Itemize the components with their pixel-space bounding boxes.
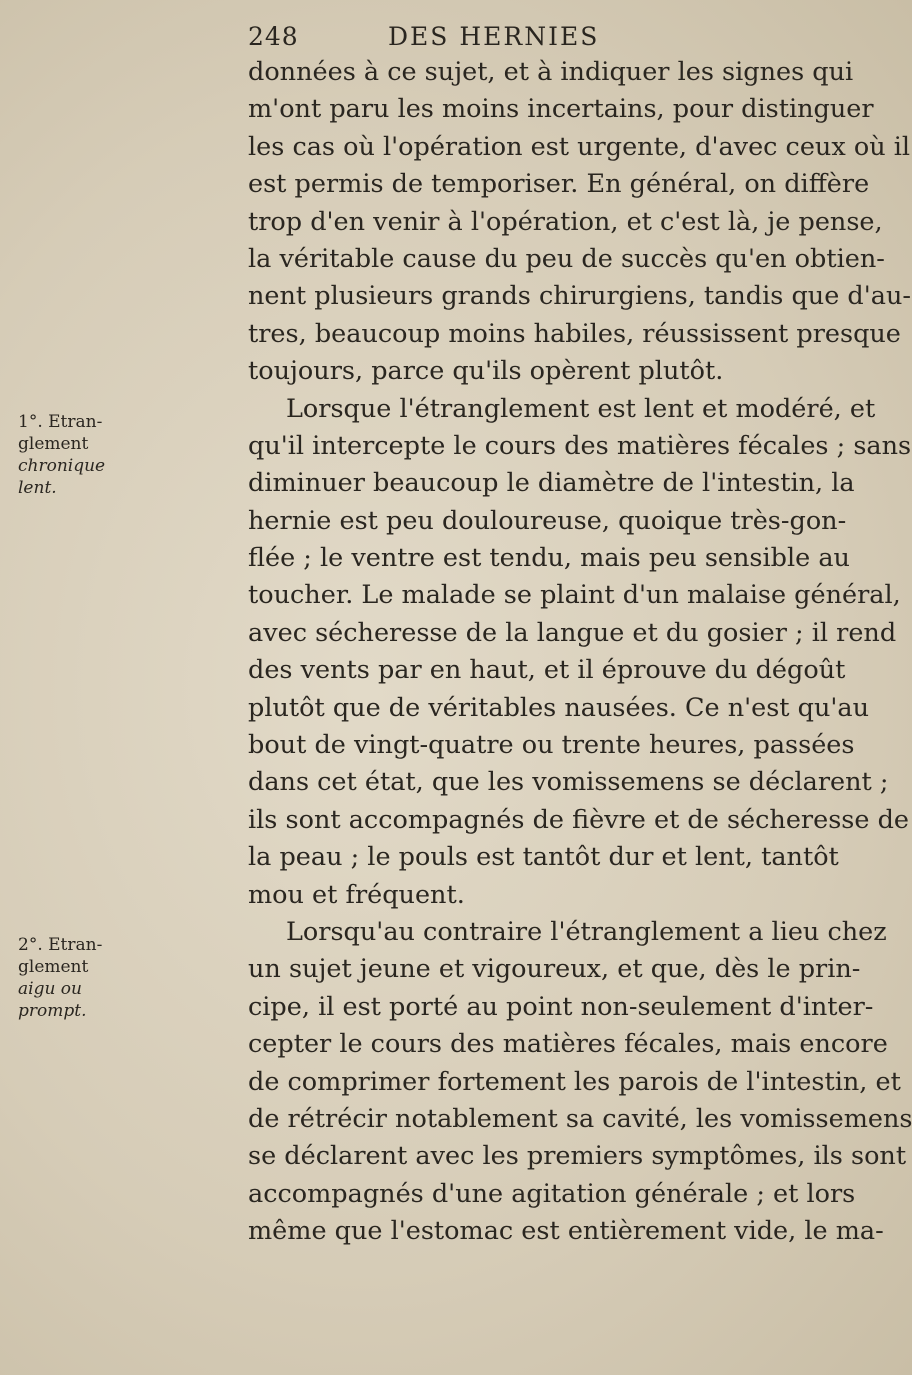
running-title: DES HERNIES	[388, 22, 600, 51]
text-line: les cas où l'opération est urgente, d'avec ceux où il	[248, 131, 911, 162]
text-line: plutôt que de véritables nausées. Ce n'est qu'au	[248, 692, 870, 723]
text-line: accompagnés d'une agitation générale ; et lors	[248, 1178, 856, 1209]
text-line: hernie est peu douloureuse, quoique très-gon-	[248, 505, 847, 536]
margin-note-line: 2°. Etran-	[18, 935, 103, 955]
text-line: la peau ; le pouls est tantôt dur et lent, tantôt	[248, 842, 839, 873]
text-line: des vents par en haut, et il éprouve du dégoût	[248, 655, 846, 686]
margin-note-acute	[18, 934, 128, 1022]
text-line: nent plusieurs grands chirurgiens, tandis que d'au-	[248, 281, 911, 312]
text-line: la véritable cause du peu de succès qu'en obtien-	[248, 243, 885, 274]
text-line: avec sécheresse de la langue et du gosier ; il rend	[248, 617, 897, 648]
margin-note-line: glement	[18, 957, 89, 977]
text-line: m'ont paru les moins incertains, pour distinguer	[248, 94, 874, 125]
body-text	[248, 54, 912, 1251]
margin-note-line: 1°. Etran-	[18, 412, 103, 432]
paragraph-1	[248, 54, 911, 391]
text-line: toucher. Le malade se plaint d'un malaise général,	[248, 580, 901, 611]
text-line: ils sont accompagnés de fièvre et de sécheresse de	[248, 804, 909, 835]
paragraph-2	[248, 391, 912, 914]
text-line: Lorsque l'étranglement est lent et modéré, et	[286, 393, 876, 424]
text-line: de comprimer fortement les parois de l'intestin, et	[248, 1066, 901, 1097]
margin-note-line: lent.	[18, 478, 57, 498]
text-line: un sujet jeune et vigoureux, et que, dès le prin-	[248, 954, 861, 985]
text-line: trop d'en venir à l'opération, et c'est là, je pense,	[248, 206, 883, 237]
text-line: diminuer beaucoup le diamètre de l'intestin, la	[248, 468, 855, 499]
text-line: flée ; le ventre est tendu, mais peu sensible au	[248, 543, 850, 574]
text-line: de rétrécir notablement sa cavité, les vomissemens	[248, 1103, 912, 1134]
margin-note-line: glement	[18, 434, 89, 454]
margin-note-line: aigu ou	[18, 979, 82, 999]
text-line: cepter le cours des matières fécales, mais encore	[248, 1029, 888, 1060]
text-line: est permis de temporiser. En général, on diffère	[248, 169, 870, 200]
margin-note-line: chronique	[18, 456, 106, 476]
page-number: 248	[248, 22, 299, 51]
text-line: mou et fréquent.	[248, 879, 465, 910]
text-line: tres, beaucoup moins habiles, réussissent presque	[248, 318, 901, 349]
text-line: même que l'estomac est entièrement vide, le ma-	[248, 1216, 884, 1247]
paragraph-3	[248, 914, 912, 1251]
running-header	[248, 14, 668, 54]
margin-note-chronic	[18, 411, 128, 499]
text-line: toujours, parce qu'ils opèrent plutôt.	[248, 356, 724, 387]
margin-note-line: prompt.	[18, 1001, 87, 1021]
text-line: bout de vingt-quatre ou trente heures, passées	[248, 730, 855, 761]
text-line: données à ce sujet, et à indiquer les signes qui	[248, 57, 854, 87]
text-line: cipe, il est porté au point non-seulement d'inter-	[248, 991, 874, 1022]
text-line: se déclarent avec les premiers symptômes, ils sont	[248, 1141, 907, 1172]
text-line: Lorsqu'au contraire l'étranglement a lieu chez	[286, 916, 887, 947]
text-line: qu'il intercepte le cours des matières fécales ; sans	[248, 430, 912, 461]
text-line: dans cet état, que les vomissemens se déclarent ;	[248, 767, 889, 798]
